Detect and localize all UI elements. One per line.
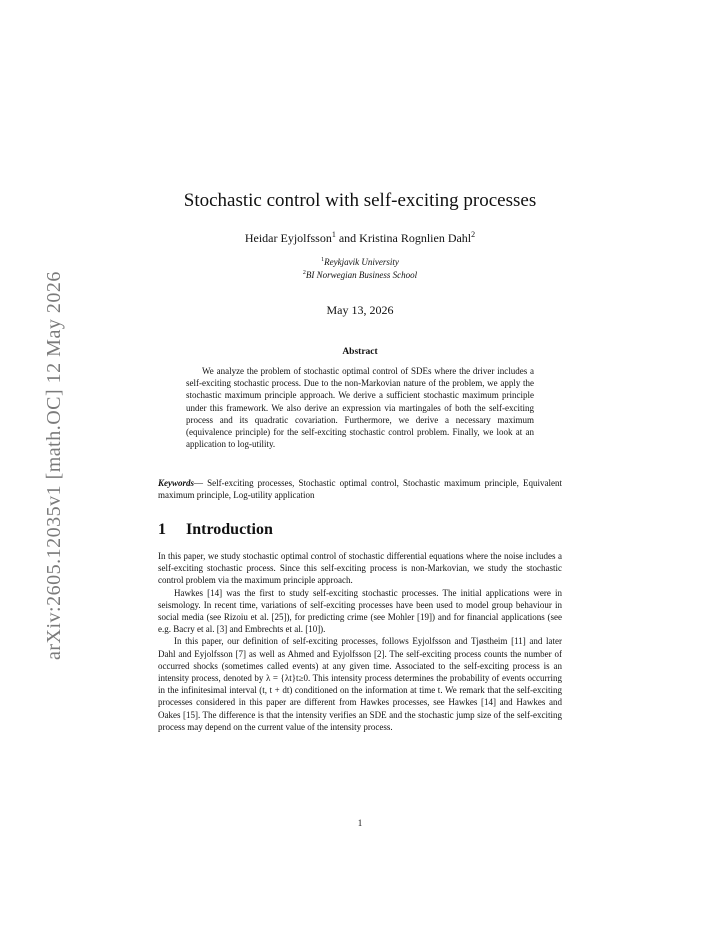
- keywords: [158, 477, 562, 501]
- affiliation-sup-1: 1: [321, 257, 325, 263]
- paper-date: May 13, 2026: [326, 303, 394, 317]
- author-name-2: Kristina Rognlien Dahl: [359, 231, 472, 245]
- author-sup-2: 2: [471, 230, 476, 239]
- section-title: Introduction: [186, 521, 273, 538]
- author-name-1: Heidar Eyjolfsson: [244, 231, 332, 245]
- paragraph-3: In this paper, our definition of self-exciting processes, follows Eyjolfsson and Tjøstheim [11] and later Dahl and Eyjolfsson [7] as well as Ahmed and Eyjolfsson [2]. The self-exciting process counts the number of occurred shocks (sometimes called events) at any given time. Associated to the self-exciting process is an intensity process, denoted by λ = {λt}t≥0. This intensity process determines the probability of events occurring in the infinitesimal interval (t, t + dt) conditioned on the information at time t. We remark that the self-exciting processes considered in this paper are different from Hawkes processes, see Hawkes [14] and Hawkes and Oakes [15]. The difference is that the intensity verifies an SDE and the stochastic jump size of the self-exciting process may depend on the current value of the intensity process.: [158, 636, 562, 732]
- keywords-text: — Self-exciting processes, Stochastic optimal control, Stochastic maximum principle, Equivalent maximum principle, Log-utility application: [158, 478, 562, 501]
- paragraph-1: In this paper, we study stochastic optimal control of stochastic differential equations where the noise includes a self-exciting stochastic process. Since this self-exciting process is non-Markovian, we study the stochastic control problem via the maximum principle approach.: [158, 551, 562, 586]
- abstract-heading: Abstract: [342, 347, 378, 357]
- paper-title: Stochastic control with self-exciting processes: [183, 190, 537, 211]
- paragraph-2: Hawkes [14] was the first to study self-exciting stochastic processes. The initial applications were in seismology. In recent time, variations of self-exciting processes have been used to model group behaviour in social media (see Rizoiu et al. [25]), for predicting crime (see Mohler [19]) and for financial applications (see e.g. Bacry et al. [3] and Embrechts et al. [10]).: [158, 587, 562, 635]
- affiliation-name-2: BI Norwegian Business School: [305, 270, 418, 280]
- section-body: [158, 550, 562, 733]
- author-line: [0, 230, 720, 246]
- affiliation-name-1: Reykjavik University: [324, 257, 399, 267]
- author-separator: and: [335, 231, 360, 245]
- author-sup-1: 1: [331, 230, 336, 239]
- arxiv-stamp[interactable]: arXiv:2605.12035v1 [math.OC] 12 May 2026: [43, 271, 65, 660]
- affiliation-1: [0, 257, 720, 267]
- section-number: 1: [158, 521, 166, 538]
- keywords-label: Keywords: [158, 478, 194, 488]
- section-heading: [158, 521, 562, 539]
- affiliation-2: [0, 270, 720, 280]
- page-number: 1: [357, 818, 363, 828]
- affiliation-sup-2: 2: [302, 270, 306, 276]
- abstract-text: We analyze the problem of stochastic optimal control of SDEs where the driver includes a self-exciting stochastic process. Due to the non-Markovian nature of the problem, we apply the stochastic maximum principle approach. We derive a sufficient stochastic maximum principle under this framework. We also derive an expression via martingales of both the self-exciting process and its quadratic covariation. Furthermore, we derive a necessary maximum (equivalence principle) for the self-exciting stochastic control problem. Finally, we look at an application to log-utility.: [186, 366, 534, 450]
